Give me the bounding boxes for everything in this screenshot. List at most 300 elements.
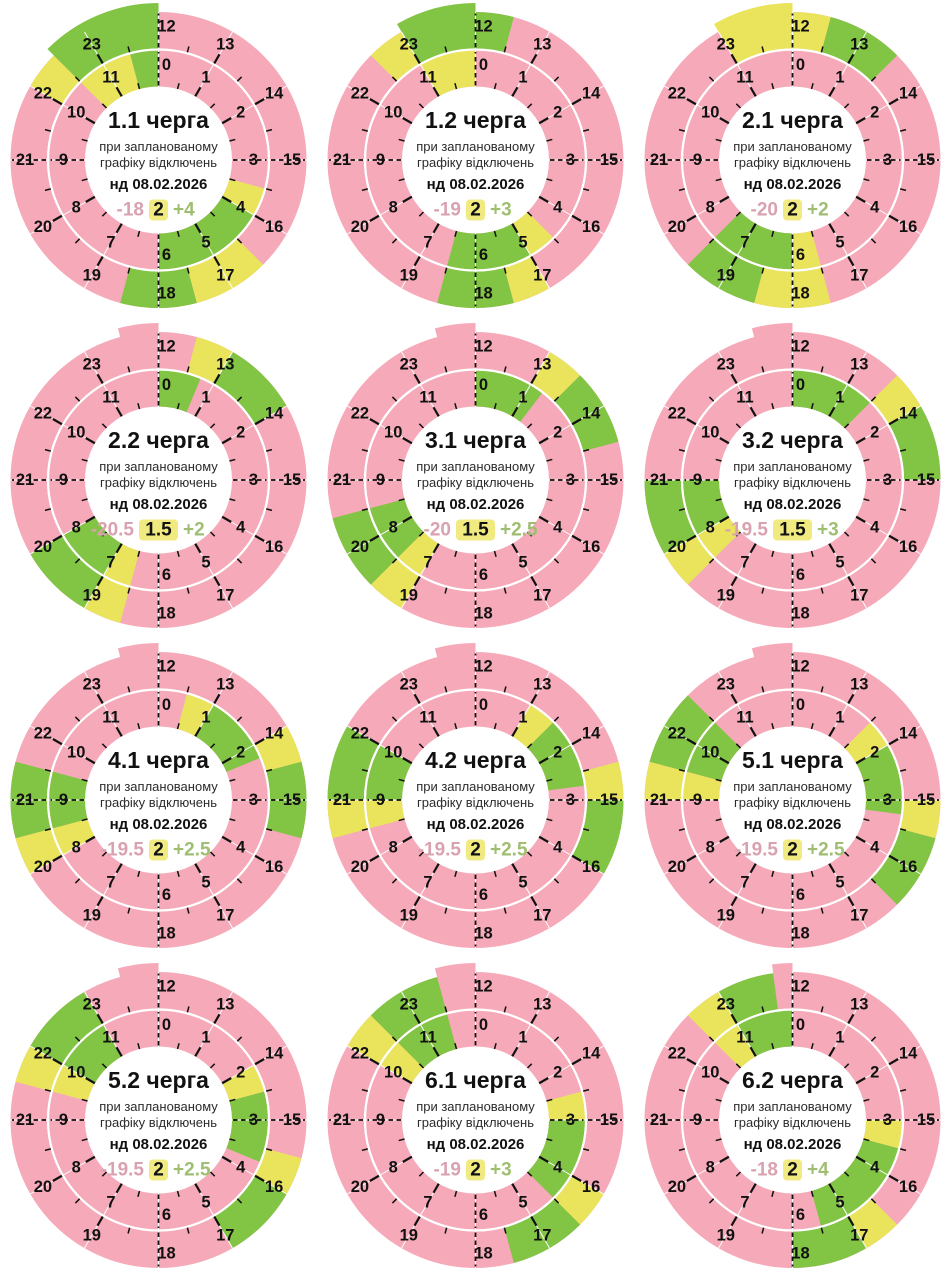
hour-label: 7 xyxy=(740,1193,750,1212)
center-info xyxy=(99,1067,218,1181)
hour-label: 8 xyxy=(71,838,81,857)
hour-label: 21 xyxy=(15,151,35,169)
hour-label: 7 xyxy=(423,873,433,892)
outage-clock-cell xyxy=(634,640,951,960)
chart-date: нд 08.02.2026 xyxy=(743,1136,842,1153)
chart-title: 5.2 черга xyxy=(108,1067,209,1093)
summary-hours-off: -19.5 xyxy=(417,839,461,861)
hour-label: 17 xyxy=(533,1226,552,1245)
chart-subtitle-line1: при запланованому xyxy=(416,459,535,474)
hour-label: 8 xyxy=(705,198,715,217)
hour-label: 8 xyxy=(705,1158,715,1177)
hour-label: 11 xyxy=(419,1028,437,1047)
hour-label: 18 xyxy=(791,1244,810,1263)
summary-hours-maybe: 2 xyxy=(470,1159,481,1181)
hour-label: 8 xyxy=(705,838,715,857)
chart-title: 6.2 черга xyxy=(742,1067,843,1093)
summary-hours-on: +3 xyxy=(490,1159,512,1181)
hour-label: 0 xyxy=(161,376,172,394)
hour-label: 19 xyxy=(716,906,735,925)
hour-label: 3 xyxy=(248,791,259,809)
hour-label: 10 xyxy=(67,743,86,762)
hour-label: 6 xyxy=(161,1206,172,1224)
hour-label: 17 xyxy=(216,1226,235,1245)
hour-label: 6 xyxy=(478,566,489,584)
hour-label: 16 xyxy=(898,857,918,876)
chart-title: 4.2 черга xyxy=(425,747,526,773)
summary-hours-maybe: 2 xyxy=(787,199,798,221)
chart-date: нд 08.02.2026 xyxy=(426,496,525,513)
summary-hours-maybe: 2 xyxy=(153,839,164,861)
chart-subtitle-line2: графіку відключень xyxy=(417,155,534,170)
chart-subtitle-line2: графіку відключень xyxy=(100,1115,217,1130)
hour-label: 16 xyxy=(898,1177,918,1196)
summary-hours-off: -19 xyxy=(433,1159,461,1181)
hour-label: 16 xyxy=(581,537,601,556)
hour-label: 9 xyxy=(58,1111,69,1129)
hour-label: 10 xyxy=(67,1063,86,1082)
hour-label: 23 xyxy=(716,675,735,694)
hour-label: 13 xyxy=(850,675,869,694)
outage-clock-2 xyxy=(317,0,634,320)
hour-label: 21 xyxy=(332,791,352,809)
hour-label: 22 xyxy=(33,1044,53,1063)
outage-clock-6 xyxy=(634,320,951,640)
summary-hours-on: +4 xyxy=(807,1159,829,1181)
hour-label: 3 xyxy=(882,791,893,809)
hour-label: 11 xyxy=(736,388,754,407)
outage-clock-cell xyxy=(317,960,634,1280)
hour-label: 15 xyxy=(282,791,302,809)
chart-subtitle-line2: графіку відключень xyxy=(100,795,217,810)
outage-clock-9 xyxy=(634,640,951,960)
chart-subtitle-line1: при запланованому xyxy=(416,139,535,154)
hour-label: 8 xyxy=(71,198,81,217)
hour-label: 0 xyxy=(478,696,489,714)
hour-label: 19 xyxy=(82,586,101,605)
hour-label: 23 xyxy=(82,995,101,1014)
hour-label: 20 xyxy=(667,217,687,236)
center-info xyxy=(91,427,219,541)
hour-label: 14 xyxy=(264,1044,284,1063)
hour-label: 19 xyxy=(716,586,735,605)
center-info xyxy=(416,427,538,541)
hour-label: 12 xyxy=(474,657,493,676)
hour-label: 2 xyxy=(236,103,246,122)
hour-label: 23 xyxy=(82,35,101,54)
hour-label: 14 xyxy=(898,724,918,743)
summary-hours-off: -20 xyxy=(423,519,451,541)
chart-subtitle-line2: графіку відключень xyxy=(734,795,851,810)
hour-label: 4 xyxy=(870,838,880,857)
hour-label: 8 xyxy=(71,1158,81,1177)
summary-hours-off: -20 xyxy=(750,199,778,221)
hour-label: 14 xyxy=(898,84,918,103)
outage-clock-4 xyxy=(0,320,317,640)
hour-label: 23 xyxy=(399,355,418,374)
hour-label: 5 xyxy=(518,553,528,572)
hour-label: 5 xyxy=(518,233,528,252)
summary-hours-on: +3 xyxy=(490,199,512,221)
hour-label: 10 xyxy=(701,423,720,442)
hour-label: 9 xyxy=(375,791,386,809)
chart-subtitle-line1: при запланованому xyxy=(733,139,852,154)
hour-label: 1 xyxy=(518,68,528,87)
chart-date: нд 08.02.2026 xyxy=(426,816,525,833)
hour-label: 15 xyxy=(282,151,302,169)
hour-label: 3 xyxy=(565,151,576,169)
hour-label: 13 xyxy=(850,35,869,54)
hour-label: 15 xyxy=(916,471,936,489)
chart-title: 2.2 черга xyxy=(108,427,209,453)
hour-label: 10 xyxy=(384,423,403,442)
hour-label: 14 xyxy=(264,84,284,103)
summary-hours-on: +2 xyxy=(807,199,829,221)
outage-clock-8 xyxy=(317,640,634,960)
hour-label: 22 xyxy=(667,84,687,103)
hour-label: 7 xyxy=(106,233,116,252)
outage-clock-cell xyxy=(317,640,634,960)
summary-hours-off: -19.5 xyxy=(734,839,778,861)
summary-hours-maybe: 1.5 xyxy=(145,519,172,541)
chart-subtitle-line1: при запланованому xyxy=(416,1099,535,1114)
summary-hours-off: -18 xyxy=(750,1159,778,1181)
hour-label: 18 xyxy=(157,1244,176,1263)
summary-hours-on: +2.5 xyxy=(490,839,528,861)
hour-label: 11 xyxy=(102,708,120,727)
hour-label: 1 xyxy=(201,388,211,407)
hour-label: 12 xyxy=(791,657,810,676)
hour-label: 6 xyxy=(795,566,806,584)
hour-label: 12 xyxy=(157,17,176,36)
hour-label: 9 xyxy=(375,1111,386,1129)
hour-label: 22 xyxy=(667,404,687,423)
chart-subtitle-line2: графіку відключень xyxy=(734,475,851,490)
hour-label: 4 xyxy=(870,518,880,537)
hour-label: 11 xyxy=(419,388,437,407)
chart-subtitle-line2: графіку відключень xyxy=(417,1115,534,1130)
hour-label: 21 xyxy=(15,791,35,809)
hour-label: 14 xyxy=(898,404,918,423)
hour-label: 0 xyxy=(795,376,806,394)
hour-label: 14 xyxy=(581,404,601,423)
hour-label: 3 xyxy=(882,1111,893,1129)
hour-label: 19 xyxy=(82,906,101,925)
hour-label: 10 xyxy=(701,1063,720,1082)
hour-label: 12 xyxy=(791,337,810,356)
hour-label: 23 xyxy=(716,35,735,54)
hour-label: 2 xyxy=(553,1063,563,1082)
hour-label: 6 xyxy=(478,886,489,904)
hour-label: 3 xyxy=(248,151,259,169)
hour-label: 11 xyxy=(736,708,754,727)
hour-label: 22 xyxy=(33,404,53,423)
hour-label: 17 xyxy=(216,906,235,925)
hour-label: 18 xyxy=(791,284,810,303)
hour-label: 22 xyxy=(350,404,370,423)
hour-label: 20 xyxy=(667,1177,687,1196)
hour-label: 22 xyxy=(350,1044,370,1063)
hour-label: 5 xyxy=(835,233,845,252)
summary-hours-off: -20.5 xyxy=(90,519,134,541)
hour-label: 2 xyxy=(236,1063,246,1082)
hour-label: 7 xyxy=(423,553,433,572)
chart-date: нд 08.02.2026 xyxy=(109,496,208,513)
hour-label: 20 xyxy=(33,217,53,236)
summary-hours-on: +2.5 xyxy=(173,1159,211,1181)
hour-label: 13 xyxy=(216,35,235,54)
hour-label: 23 xyxy=(399,675,418,694)
chart-subtitle-line1: при запланованому xyxy=(416,779,535,794)
hour-label: 7 xyxy=(740,873,750,892)
hour-label: 19 xyxy=(399,266,418,285)
hour-label: 10 xyxy=(384,743,403,762)
hour-label: 0 xyxy=(478,56,489,74)
chart-date: нд 08.02.2026 xyxy=(743,816,842,833)
hour-label: 7 xyxy=(106,873,116,892)
hour-label: 17 xyxy=(850,586,869,605)
chart-subtitle-line1: при запланованому xyxy=(99,139,218,154)
chart-subtitle-line1: при запланованому xyxy=(99,1099,218,1114)
chart-subtitle-line2: графіку відключень xyxy=(734,155,851,170)
hour-label: 10 xyxy=(384,1063,403,1082)
chart-date: нд 08.02.2026 xyxy=(743,496,842,513)
hour-label: 9 xyxy=(692,1111,703,1129)
hour-label: 8 xyxy=(388,198,398,217)
hour-label: 1 xyxy=(835,68,845,87)
hour-label: 23 xyxy=(716,355,735,374)
hour-label: 13 xyxy=(850,355,869,374)
hour-label: 8 xyxy=(388,518,398,537)
hour-label: 18 xyxy=(474,284,493,303)
outage-clock-cell xyxy=(317,320,634,640)
hour-label: 10 xyxy=(701,743,720,762)
chart-subtitle-line1: при запланованому xyxy=(733,1099,852,1114)
hour-label: 5 xyxy=(835,873,845,892)
hour-label: 1 xyxy=(201,708,211,727)
hour-label: 18 xyxy=(157,284,176,303)
hour-label: 5 xyxy=(201,233,211,252)
hour-label: 0 xyxy=(478,1016,489,1034)
chart-date: нд 08.02.2026 xyxy=(109,1136,208,1153)
hour-label: 21 xyxy=(15,471,35,489)
hour-label: 2 xyxy=(870,103,880,122)
hour-label: 14 xyxy=(264,724,284,743)
hour-label: 10 xyxy=(67,103,86,122)
hour-label: 0 xyxy=(161,1016,172,1034)
hour-label: 6 xyxy=(161,886,172,904)
hour-label: 8 xyxy=(388,838,398,857)
hour-label: 12 xyxy=(791,977,810,996)
hour-label: 13 xyxy=(850,995,869,1014)
hour-label: 11 xyxy=(102,1028,120,1047)
hour-label: 17 xyxy=(216,266,235,285)
hour-label: 11 xyxy=(102,68,120,87)
hour-label: 17 xyxy=(850,266,869,285)
summary-hours-maybe: 2 xyxy=(787,1159,798,1181)
hour-label: 1 xyxy=(201,68,211,87)
hour-label: 15 xyxy=(599,151,619,169)
hour-label: 9 xyxy=(375,471,386,489)
hour-label: 13 xyxy=(216,675,235,694)
hour-label: 16 xyxy=(264,857,284,876)
hour-label: 23 xyxy=(82,355,101,374)
hour-label: 4 xyxy=(236,198,246,217)
hour-label: 20 xyxy=(33,1177,53,1196)
hour-label: 23 xyxy=(716,995,735,1014)
hour-label: 10 xyxy=(67,423,86,442)
hour-label: 19 xyxy=(399,1226,418,1245)
hour-label: 20 xyxy=(667,857,687,876)
hour-label: 9 xyxy=(692,151,703,169)
outage-clock-cell xyxy=(317,0,634,320)
hour-label: 17 xyxy=(533,906,552,925)
hour-label: 13 xyxy=(533,35,552,54)
hour-label: 16 xyxy=(264,537,284,556)
hour-label: 14 xyxy=(264,404,284,423)
hour-label: 20 xyxy=(350,537,370,556)
hour-label: 23 xyxy=(399,995,418,1014)
hour-label: 18 xyxy=(791,604,810,623)
hour-label: 13 xyxy=(533,995,552,1014)
hour-label: 22 xyxy=(350,84,370,103)
hour-label: 14 xyxy=(581,724,601,743)
outage-clock-cell xyxy=(634,320,951,640)
hour-label: 20 xyxy=(350,857,370,876)
hour-label: 12 xyxy=(157,657,176,676)
summary-hours-on: +2.5 xyxy=(807,839,845,861)
hour-label: 11 xyxy=(419,708,437,727)
hour-label: 18 xyxy=(157,924,176,943)
hour-label: 3 xyxy=(882,151,893,169)
summary-hours-off: -19.5 xyxy=(724,519,768,541)
hour-label: 0 xyxy=(478,376,489,394)
hour-label: 2 xyxy=(553,423,563,442)
chart-subtitle-line2: графіку відключень xyxy=(100,155,217,170)
hour-label: 2 xyxy=(870,1063,880,1082)
hour-label: 1 xyxy=(835,708,845,727)
hour-label: 20 xyxy=(350,217,370,236)
hour-label: 5 xyxy=(518,1193,528,1212)
hour-label: 16 xyxy=(264,217,284,236)
hour-label: 2 xyxy=(870,743,880,762)
chart-subtitle-line2: графіку відключень xyxy=(417,475,534,490)
hour-label: 9 xyxy=(58,151,69,169)
hour-label: 0 xyxy=(161,56,172,74)
hour-label: 16 xyxy=(898,537,918,556)
chart-date: нд 08.02.2026 xyxy=(109,176,208,193)
outage-clock-7 xyxy=(0,640,317,960)
hour-label: 9 xyxy=(692,791,703,809)
hour-label: 19 xyxy=(399,586,418,605)
outage-clock-11 xyxy=(317,960,634,1280)
chart-subtitle-line2: графіку відключень xyxy=(100,475,217,490)
hour-label: 6 xyxy=(161,246,172,264)
hour-label: 22 xyxy=(350,724,370,743)
hour-label: 10 xyxy=(384,103,403,122)
hour-label: 4 xyxy=(870,198,880,217)
hour-label: 18 xyxy=(157,604,176,623)
hour-label: 18 xyxy=(474,1244,493,1263)
hour-label: 22 xyxy=(33,84,53,103)
hour-label: 4 xyxy=(236,518,246,537)
hour-label: 7 xyxy=(740,553,750,572)
hour-label: 6 xyxy=(478,246,489,264)
chart-title: 4.1 черга xyxy=(108,747,209,773)
hour-label: 1 xyxy=(518,1028,528,1047)
hour-label: 21 xyxy=(332,1111,352,1129)
hour-label: 2 xyxy=(553,743,563,762)
hour-label: 15 xyxy=(599,471,619,489)
hour-label: 20 xyxy=(33,857,53,876)
hour-label: 15 xyxy=(916,151,936,169)
summary-hours-on: +3 xyxy=(817,519,839,541)
outage-clock-5 xyxy=(317,320,634,640)
summary-hours-maybe: 1.5 xyxy=(462,519,489,541)
hour-label: 21 xyxy=(649,791,669,809)
summary-hours-off: -19 xyxy=(433,199,461,221)
chart-subtitle-line2: графіку відключень xyxy=(734,1115,851,1130)
hour-label: 14 xyxy=(898,1044,918,1063)
center-info xyxy=(416,747,535,861)
hour-label: 11 xyxy=(736,68,754,87)
hour-label: 3 xyxy=(565,791,576,809)
hour-label: 16 xyxy=(581,217,601,236)
hour-label: 21 xyxy=(649,151,669,169)
hour-label: 21 xyxy=(332,471,352,489)
summary-hours-off: -18 xyxy=(116,199,144,221)
hour-label: 2 xyxy=(236,423,246,442)
hour-label: 21 xyxy=(332,151,352,169)
chart-date: нд 08.02.2026 xyxy=(426,176,525,193)
outage-clock-10 xyxy=(0,960,317,1280)
hour-label: 12 xyxy=(157,337,176,356)
outage-clock-cell xyxy=(634,960,951,1280)
outage-clock-cell xyxy=(0,960,317,1280)
hour-label: 15 xyxy=(599,1111,619,1129)
chart-date: нд 08.02.2026 xyxy=(426,1136,525,1153)
chart-title: 1.1 черга xyxy=(108,107,209,133)
hour-label: 19 xyxy=(82,266,101,285)
hour-label: 19 xyxy=(716,266,735,285)
hour-label: 13 xyxy=(533,355,552,374)
hour-label: 20 xyxy=(667,537,687,556)
hour-label: 21 xyxy=(649,471,669,489)
hour-label: 1 xyxy=(201,1028,211,1047)
summary-hours-maybe: 2 xyxy=(787,839,798,861)
hour-label: 4 xyxy=(236,1158,246,1177)
summary-hours-maybe: 2 xyxy=(153,1159,164,1181)
outage-clock-1 xyxy=(0,0,317,320)
hour-label: 18 xyxy=(791,924,810,943)
hour-label: 12 xyxy=(157,977,176,996)
hour-label: 3 xyxy=(565,1111,576,1129)
hour-label: 4 xyxy=(553,518,563,537)
hour-label: 1 xyxy=(518,708,528,727)
hour-label: 9 xyxy=(58,471,69,489)
hour-label: 5 xyxy=(518,873,528,892)
hour-label: 19 xyxy=(399,906,418,925)
hour-label: 9 xyxy=(692,471,703,489)
hour-label: 18 xyxy=(474,924,493,943)
hour-label: 11 xyxy=(419,68,437,87)
hour-label: 19 xyxy=(82,1226,101,1245)
hour-label: 2 xyxy=(553,103,563,122)
hour-label: 20 xyxy=(33,537,53,556)
hour-label: 3 xyxy=(882,471,893,489)
hour-label: 8 xyxy=(388,1158,398,1177)
hour-label: 17 xyxy=(533,266,552,285)
